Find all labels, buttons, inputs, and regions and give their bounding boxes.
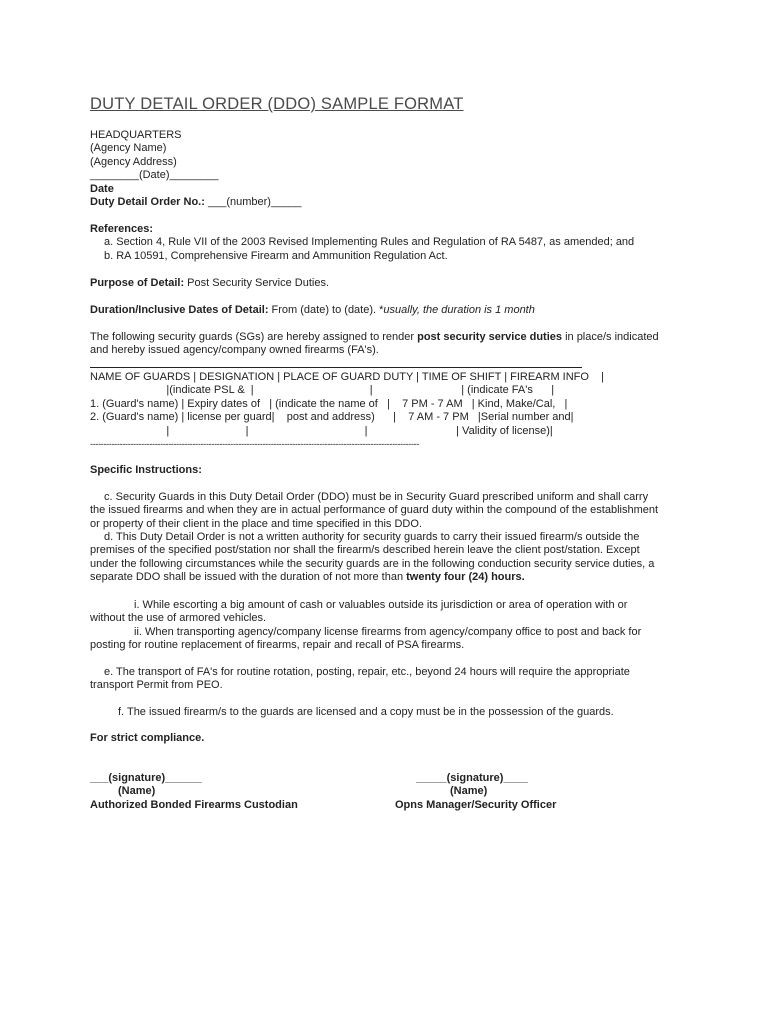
instruction-i-line: i. While escorting a big amount of cash or valuables outside its jurisdiction or area of operation with or: [134, 599, 628, 611]
reference-b: b. RA 10591, Comprehensive Firearm and Ammunition Regulation Act.: [104, 249, 448, 262]
references-label: References:: [90, 223, 153, 235]
purpose-line: [90, 277, 690, 290]
agency-address: (Agency Address): [90, 155, 177, 168]
signature-role: Authorized Bonded Firearms Custodian: [90, 798, 298, 811]
instruction-d-line: d. This Duty Detail Order is not a written authority for security guards to carry their issued firearm/s outside the: [104, 531, 640, 543]
instruction-e-line: transport Permit from PEO.: [90, 679, 223, 692]
duration-note: usually, the duration is 1 month: [383, 304, 535, 316]
signature-line: ___(signature)______: [90, 772, 202, 784]
references-block: [90, 223, 690, 263]
intro-pre: The following security guards (SGs) are hereby assigned to render: [90, 331, 418, 343]
instructions-label: Specific Instructions:: [90, 464, 202, 476]
instruction-d-line: premises of the specified post/station nor shall the firearm/s described herein leave the client post/station. Except: [90, 544, 640, 557]
instruction-c: [90, 491, 690, 531]
purpose-label: Purpose of Detail:: [90, 277, 185, 289]
agency-name: (Agency Name): [90, 142, 167, 155]
table-row: |(indicate PSL & | | | (indicate FA's |: [90, 384, 555, 397]
assignment-table: [90, 371, 690, 451]
instruction-d-line: [90, 571, 690, 584]
instruction-i: [90, 599, 690, 626]
duration-line: [90, 304, 690, 317]
intro-bold: post security service duties: [417, 331, 563, 343]
table-row: 1. (Guard's name) | Expiry dates of | (indicate the name of | 7 PM - 7 AM | Kind, Make/Cal, |: [90, 397, 568, 410]
instruction-ii-line: posting for routine replacement of firearms, repair and recall of PSA firearms.: [90, 639, 465, 652]
instruction-c-line: the issued firearms and when they are in actual performance of guard duty within the compound of the establishment: [90, 504, 659, 517]
instruction-e: [90, 666, 690, 693]
duration-label: Duration/Inclusive Dates of Detail:: [90, 304, 269, 316]
instruction-d: [90, 531, 690, 585]
signature-line: _____(signature)____: [416, 772, 528, 784]
signature-name: (Name): [450, 785, 488, 798]
table-top-rule: [90, 367, 582, 368]
intro-post: in place/s indicated: [562, 331, 659, 343]
instruction-i-line: without the use of armored vehicles.: [90, 612, 267, 625]
instruction-f: f. The issued firearm/s to the guards are licensed and a copy must be in the possession of the guards.: [118, 706, 614, 718]
table-bottom-dashes: --------------------------------------------------------------------------------------------------------------------------: [90, 439, 420, 450]
compliance-line: For strict compliance.: [90, 732, 205, 744]
instruction-d-duration: twenty four (24) hours.: [406, 571, 525, 584]
instruction-c-line: c. Security Guards in this Duty Detail Order (DDO) must be in Security Guard prescribed uniform and shall carry: [104, 491, 649, 503]
instruction-ii-line: ii. When transporting agency/company license firearms from agency/company office to post and back for: [134, 626, 642, 638]
ddo-number-label: Duty Detail Order No.:: [90, 196, 205, 209]
intro-line-2: and hereby issued agency/company owned firearms (FA's).: [90, 344, 379, 357]
instruction-c-line: or property of their client in the place and time specified in this DDO.: [90, 517, 422, 530]
table-row: | | | | Validity of license)|: [90, 424, 553, 437]
duration-value: From (date) to (date). *: [268, 304, 384, 316]
instruction-ii: [90, 626, 690, 653]
document-title: DUTY DETAIL ORDER (DDO) SAMPLE FORMAT: [90, 95, 464, 113]
instruction-d-last-text: separate DDO shall be issued with the duration of not more than: [90, 571, 407, 584]
table-row: 2. (Guard's name) | license per guard| post and address) | 7 AM - 7 PM |Serial number and|: [90, 411, 574, 424]
date-label: Date: [90, 182, 114, 195]
hq-label: HEADQUARTERS: [90, 129, 182, 141]
purpose-value: Post Security Service Duties.: [184, 277, 330, 289]
header-block: [90, 129, 690, 209]
signature-left: [90, 772, 298, 812]
reference-a: a. Section 4, Rule VII of the 2003 Revised Implementing Rules and Regulation of RA 5487, as amended; and: [104, 236, 635, 249]
instruction-d-line: under the following circumstances while the security guards are in the following conduction security service duties, a: [90, 557, 655, 570]
ddo-number-line: [90, 196, 690, 209]
signature-name: (Name): [118, 785, 156, 798]
intro-line-1: [90, 331, 690, 344]
signature-right: [395, 772, 556, 812]
table-header: NAME OF GUARDS | DESIGNATION | PLACE OF GUARD DUTY | TIME OF SHIFT | FIREARM INFO |: [90, 371, 605, 383]
instruction-e-line: e. The transport of FA's for routine rotation, posting, repair, etc., beyond 24 hours will require the appropriate: [104, 666, 630, 678]
intro-block: [90, 331, 690, 358]
ddo-number-value: ___(number)_____: [207, 196, 302, 209]
signature-role: Opns Manager/Security Officer: [395, 798, 557, 811]
date-blank: ________(Date)________: [90, 169, 219, 182]
